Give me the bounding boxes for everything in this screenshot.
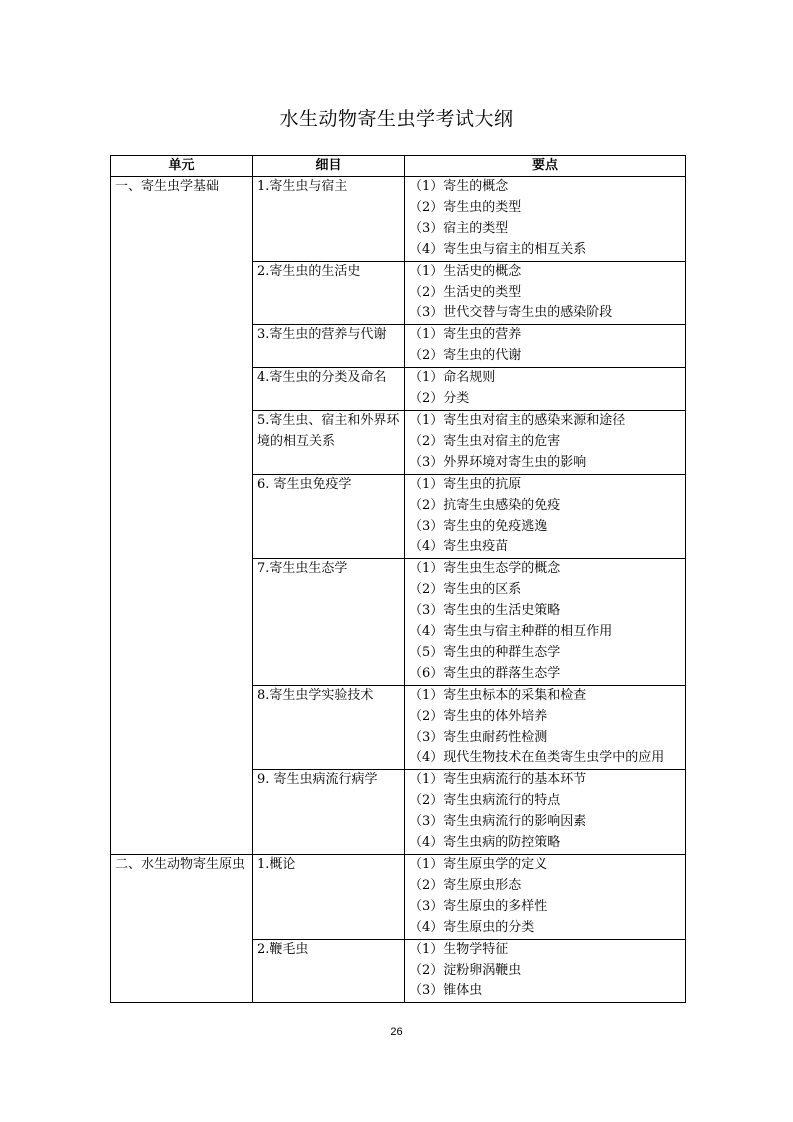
points-cell (405, 559, 686, 685)
topic-cell: 4.寄生虫的分类及命名 (253, 368, 405, 411)
points-cell (405, 177, 686, 262)
point-item: （1）寄生虫病流行的基本环节 (409, 772, 587, 788)
page-number: 26 (390, 1026, 403, 1038)
point-item: （2）寄生虫的体外培养 (409, 708, 548, 724)
point-item: （3）寄生虫的免疫逃逸 (409, 518, 548, 534)
points-cell (405, 474, 686, 559)
point-item: （1）寄生虫生态学的概念 (409, 561, 561, 577)
point-item: （4）寄生虫与宿主种群的相互作用 (409, 624, 613, 640)
point-item: （4）寄生虫病的防控策略 (409, 835, 561, 851)
point-item: （1）寄生原虫学的定义 (409, 857, 548, 872)
topic-cell: 9. 寄生虫病流行病学 (253, 770, 405, 855)
point-item: （3）外界环境对寄生虫的影响 (409, 454, 587, 470)
points-cell (405, 368, 686, 411)
points-cell (405, 939, 686, 1003)
point-item: （2）寄生虫病流行的特点 (409, 793, 561, 809)
point-item: （4）寄生原虫的分类 (409, 919, 535, 935)
point-item: （3）寄生虫耐药性检测 (409, 729, 548, 745)
point-item: （4）现代生物技术在鱼类寄生虫学中的应用 (409, 750, 665, 766)
point-item: （3）寄生原虫的多样性 (409, 898, 548, 914)
point-item: （4）寄生虫与宿主的相互关系 (409, 241, 587, 257)
point-item: （1）寄生虫的营养 (409, 327, 522, 343)
syllabus-table (110, 155, 686, 1003)
point-item: （2）分类 (409, 391, 470, 407)
point-item: （3）世代交替与寄生虫的感染阶段 (409, 305, 613, 321)
point-item: （1）寄生的概念 (409, 179, 509, 194)
point-item: （1）生物学特征 (409, 941, 509, 957)
point-item: （1）生活史的概念 (409, 263, 522, 279)
points-cell (405, 770, 686, 855)
table-row (111, 855, 686, 940)
header-unit: 单元 (111, 156, 253, 177)
point-item: （2）淀粉卵涡鞭虫 (409, 962, 522, 978)
topic-cell: 8.寄生虫学实验技术 (253, 685, 405, 770)
unit-cell: 二、水生动物寄生原虫 (111, 855, 253, 1003)
unit-cell: 一、寄生虫学基础 (111, 177, 253, 855)
point-item: （2）寄生虫的类型 (409, 199, 522, 215)
page-title: 水生动物寄生虫学考试大纲 (279, 108, 514, 130)
points-cell (405, 855, 686, 940)
point-item: （2）寄生虫对宿主的危害 (409, 433, 561, 449)
point-item: （2）生活史的类型 (409, 284, 522, 300)
point-item: （1）命名规则 (409, 370, 496, 386)
points-cell (405, 410, 686, 474)
topic-cell: 5.寄生虫、宿主和外界环境的相互关系 (253, 410, 405, 474)
point-item: （3）寄生虫病流行的影响因素 (409, 814, 587, 830)
topic-cell: 6. 寄生虫免疫学 (253, 474, 405, 559)
topic-cell: 2.寄生虫的生活史 (253, 261, 405, 325)
topic-cell: 3.寄生虫的营养与代谢 (253, 325, 405, 368)
point-item: （3）锥体虫 (409, 983, 483, 999)
point-item: （2）抗寄生虫感染的免疫 (409, 497, 561, 513)
point-item: （1）寄生虫标本的采集和检查 (409, 687, 587, 703)
point-item: （4）寄生虫疫苗 (409, 539, 509, 555)
header-topic: 细目 (253, 156, 405, 177)
topic-cell: 2.鞭毛虫 (253, 939, 405, 1003)
point-item: （2）寄生虫的代谢 (409, 348, 522, 364)
point-item: （2）寄生原虫形态 (409, 877, 522, 893)
points-cell (405, 261, 686, 325)
table-body (111, 177, 686, 1003)
point-item: （3）寄生虫的生活史策略 (409, 603, 561, 619)
topic-cell: 7.寄生虫生态学 (253, 559, 405, 685)
point-item: （3）宿主的类型 (409, 220, 509, 236)
point-item: （5）寄生虫的种群生态学 (409, 644, 561, 660)
point-item: （1）寄生虫对宿主的感染来源和途径 (409, 412, 626, 428)
header-points: 要点 (405, 156, 686, 177)
table-row (111, 177, 686, 262)
point-item: （2）寄生虫的区系 (409, 582, 522, 598)
topic-cell: 1.寄生虫与宿主 (253, 177, 405, 262)
topic-cell: 1.概论 (253, 855, 405, 940)
point-item: （6）寄生虫的群落生态学 (409, 665, 561, 681)
point-item: （1）寄生虫的抗原 (409, 476, 522, 492)
points-cell (405, 325, 686, 368)
points-cell (405, 685, 686, 770)
table-header-row (111, 156, 686, 177)
